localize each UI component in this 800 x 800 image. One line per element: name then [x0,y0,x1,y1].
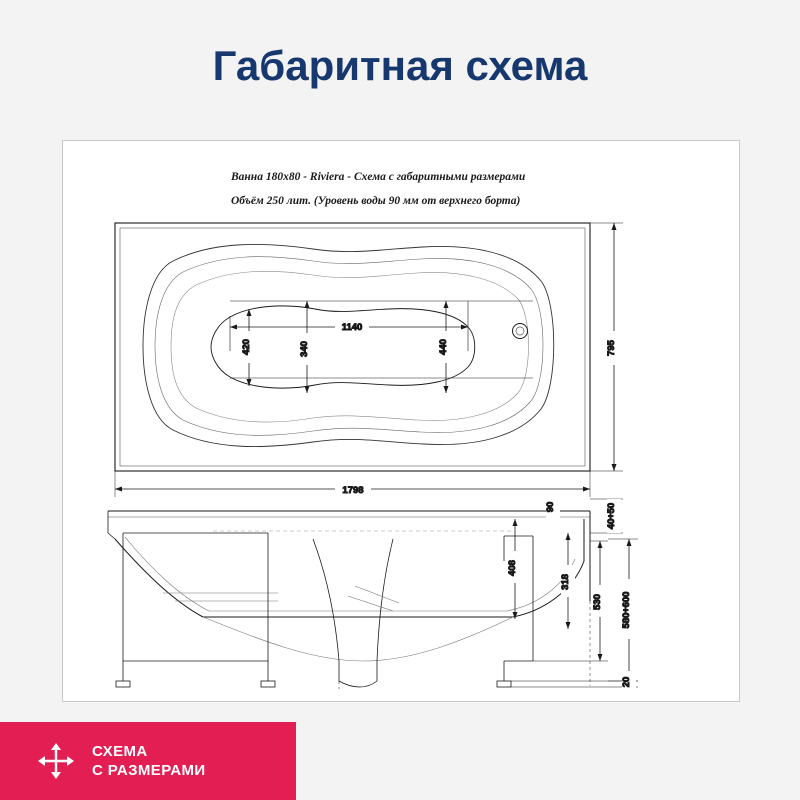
dim-40-50-label: 40÷50 [606,502,617,530]
dim-318-label: 318 [560,574,571,590]
dim-20-label: 20 [621,676,632,688]
dim-1798-label: 1798 [342,485,364,496]
dim-1140-label: 1140 [341,322,363,333]
bottom-banner [0,722,296,800]
banner-line-2: С РАЗМЕРАМИ [92,762,206,779]
technical-drawing [63,141,739,701]
dim-440-label: 440 [438,339,449,355]
page-title: Габаритная схема [212,42,588,89]
drawing-caption-line-2: Объём 250 лит. (Уровень воды 90 мм от верхнего борта) [231,195,521,207]
move-arrows-icon [34,739,78,783]
dim-420-label: 420 [241,339,252,355]
dim-580-600-label: 580÷600 [621,591,632,629]
dim-90-label: 90 [545,501,556,513]
banner-text [92,742,206,780]
dim-795-label: 795 [606,340,617,356]
dim-408-label: 408 [507,560,518,576]
banner-line-1: СХЕМА [92,743,148,760]
dim-530-label: 530 [592,594,603,610]
drawing-card [62,140,740,702]
dim-340-label: 340 [299,341,310,357]
drawing-caption-line-1: Ванна 180x80 - Riviera - Схема с габаритными размерами [231,171,526,183]
